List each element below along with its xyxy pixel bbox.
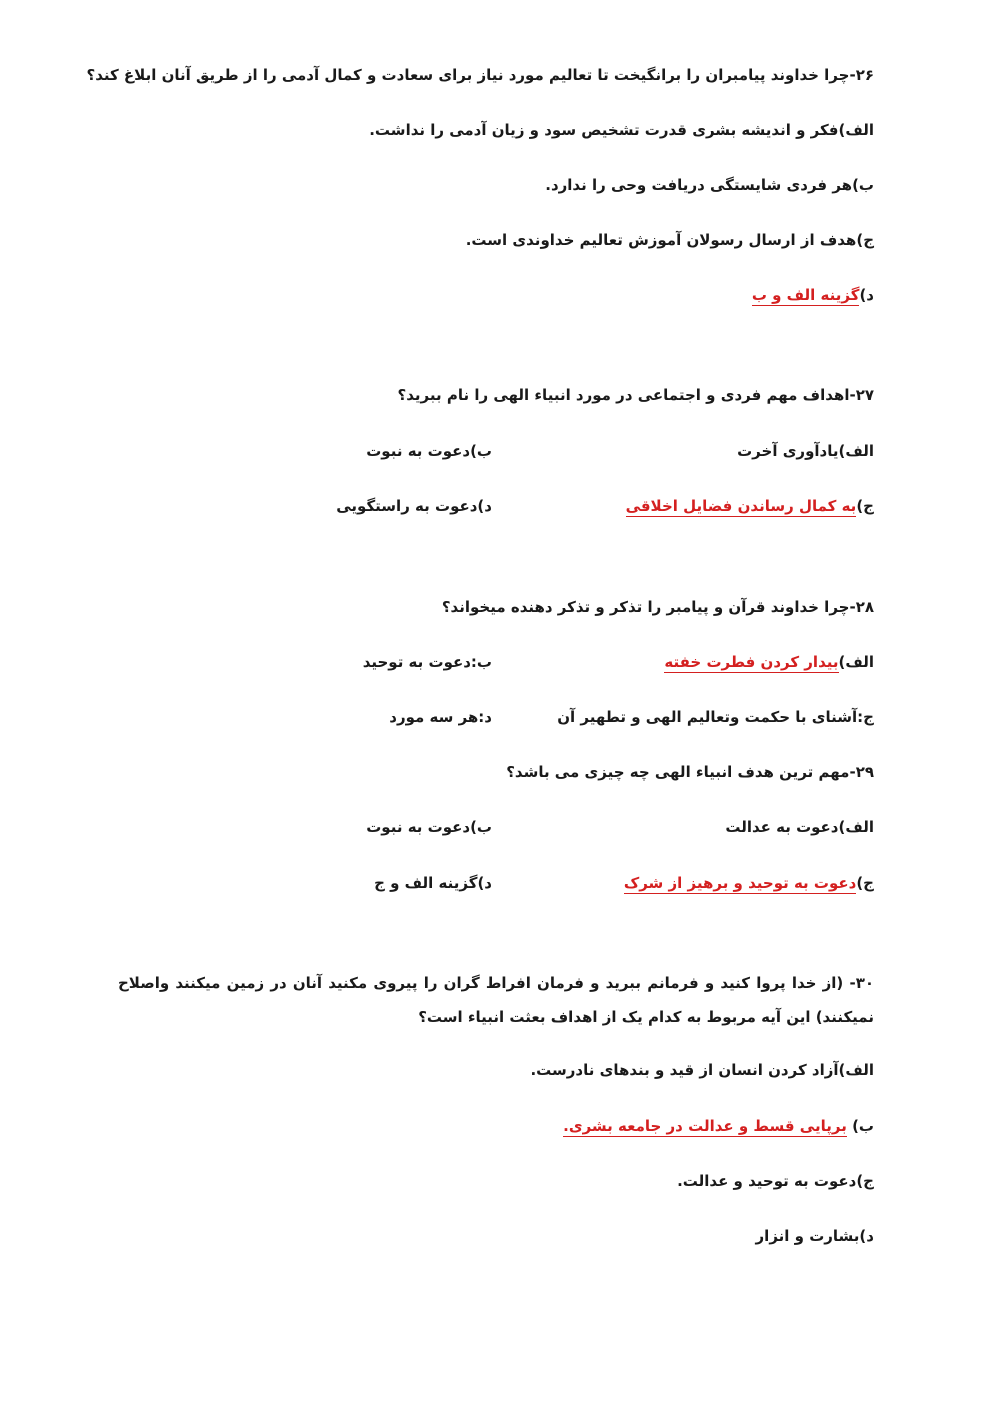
q26-option-c: ج)هدف از ارسال رسولان آموزش تعالیم خداوندی است. — [465, 231, 874, 249]
q30-option-b — [563, 1115, 874, 1137]
correct-answer: دعوت به توحید و برهیز از شرک — [623, 874, 857, 892]
q30-option-a: الف)آزاد کردن انسان از قید و بندهای نادرست. — [530, 1061, 874, 1079]
q29-option-a: الف)دعوت به عدالت — [725, 818, 874, 836]
q28-option-b: ب:دعوت به توحید — [362, 653, 492, 671]
correct-answer: برپایی قسط و عدالت در جامعه بشری. — [563, 1117, 847, 1135]
q26-option-d — [752, 284, 874, 306]
q27-option-d: د)دعوت به راستگویی — [336, 497, 492, 515]
option-prefix: ج) — [856, 497, 874, 515]
correct-answer: بیدار کردن فطرت خفته — [664, 653, 839, 671]
q30-option-d: د)بشارت و انزار — [755, 1227, 874, 1245]
q26-option-a: الف)فکر و اندیشه بشری قدرت تشخیص سود و زیان آدمی را نداشت. — [369, 121, 874, 139]
correct-answer: گزینه الف و ب — [751, 286, 860, 304]
correct-answer: به کمال رساندن فضایل اخلاقی — [625, 497, 857, 515]
q26-option-b: ب)هر فردی شایستگی دریافت وحی را ندارد. — [545, 176, 874, 194]
option-prefix: ج) — [856, 874, 874, 892]
question-29: ۲۹-مهم ترین هدف انبیاء الهی چه چیزی می باشد؟ — [506, 763, 874, 781]
option-prefix: د) — [859, 286, 874, 304]
option-prefix: الف) — [838, 653, 874, 671]
q27-option-b: ب)دعوت به نبوت — [366, 442, 492, 460]
q30-option-c: ج)دعوت به توحید و عدالت. — [677, 1172, 874, 1190]
q28-option-d: د:هر سه مورد — [389, 708, 492, 726]
question-28: ۲۸-چرا خداوند قرآن و پیامبر را تذکر و تذکر دهنده میخواند؟ — [441, 598, 874, 616]
q29-option-c — [624, 872, 874, 894]
question-26: ۲۶-چرا خداوند پیامبران را برانگیخت تا تعالیم مورد نیاز برای سعادت و کمال آدمی را از طریق آنان ابلاغ کند؟ — [86, 66, 874, 84]
q28-option-a — [664, 651, 874, 673]
q27-option-c — [626, 495, 874, 517]
question-30: ۳۰- (از خدا پروا کنید و فرمانم ببرید و فرمان افراط گران را پیروی مکنید آنان در زمین میکنند واصلاح نمیکنند) این آیه مربوط به کدام یک از اهداف بعثت انبیاء است؟ — [118, 974, 874, 1026]
q29-option-b: ب)دعوت به نبوت — [366, 818, 492, 836]
q28-option-c: ج:آشنای با حکمت وتعالیم الهی و تطهیر آن — [557, 708, 874, 726]
q27-option-a: الف)یادآوری آخرت — [737, 442, 874, 460]
q29-option-d: د)گزینه الف و ج — [374, 874, 492, 892]
question-27: ۲۷-اهداف مهم فردی و اجتماعی در مورد انبیاء الهی را نام ببرید؟ — [397, 386, 874, 404]
option-prefix: ب) — [846, 1117, 874, 1135]
